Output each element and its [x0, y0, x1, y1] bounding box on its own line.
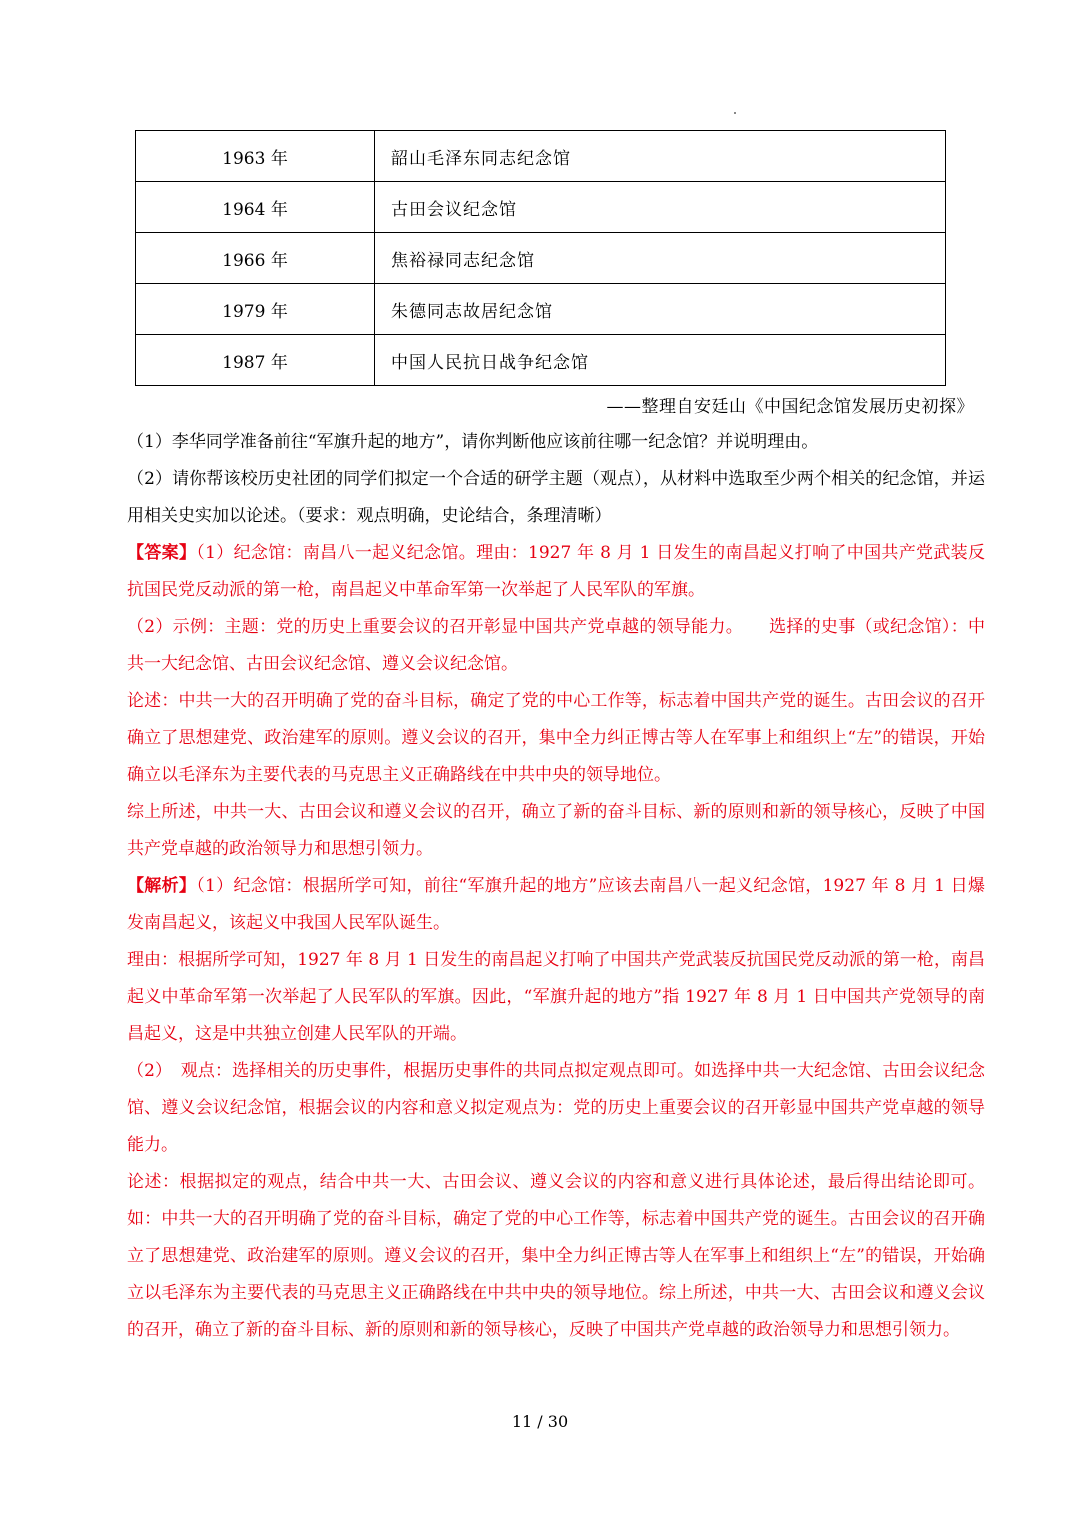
- memorial-table: [135, 130, 946, 386]
- year-cell: 1964 年: [136, 182, 375, 233]
- analysis-tag: 【解析】: [127, 876, 197, 896]
- question-1: （1）李华同学准备前往“军旗升起的地方”，请你判断他应该前往哪一纪念馆？并说明理由。: [127, 432, 819, 452]
- table-row: [136, 233, 946, 284]
- analysis-paragraph-4: 论述：根据拟定的观点，结合中共一大、古田会议、遵义会议的内容和意义进行具体论述，最后得出结论即可。如：中共一大的召开明确了党的奋斗目标，确定了党的中心工作等，标志着中国共产党的诞生。古田会议的召开确立了思想建党、政治建军的原则。遵义会议的召开，集中全力纠正博古等人在军事上和组织上“左”的错误，开始确立以毛泽东为主要代表的马克思主义正确路线在中共中央的领导地位。综上所述，中共一大、古田会议和遵义会议的召开，确立了新的奋斗目标、新的原则和新的领导核心，反映了中国共产党卓越的政治领导力和思想引领力。: [127, 1172, 985, 1340]
- year-cell: 1979 年: [136, 284, 375, 335]
- question-body: [127, 424, 985, 1349]
- answer-paragraph-2: （2）示例：主题：党的历史上重要会议的召开彰显中国共产党卓越的领导能力。 选择的史事（或纪念馆）：中共一大纪念馆、古田会议纪念馆、遵义会议纪念馆。: [127, 617, 985, 674]
- source-citation: ——整理自安廷山《中国纪念馆发展历史初探》: [606, 397, 974, 417]
- memorial-name-cell: 焦裕禄同志纪念馆: [375, 233, 946, 284]
- table-row: [136, 131, 946, 182]
- year-cell: 1966 年: [136, 233, 375, 284]
- scan-dot: [734, 112, 736, 114]
- analysis-paragraph-3: （2） 观点：选择相关的历史事件，根据历史事件的共同点拟定观点即可。如选择中共一大纪念馆、古田会议纪念馆、遵义会议纪念馆，根据会议的内容和意义拟定观点为：党的历史上重要会议的召开彰显中国共产党卓越的领导能力。: [127, 1061, 985, 1155]
- answer-text-1: （1）纪念馆：南昌八一起义纪念馆。理由：1927 年 8 月 1 日发生的南昌起义打响了中国共产党武装反抗国民党反动派的第一枪，南昌起义中革命军第一次举起了人民军队的军旗。: [127, 543, 986, 600]
- answer-tag: 【答案】: [127, 543, 197, 563]
- table-row: [136, 335, 946, 386]
- table-row: [136, 182, 946, 233]
- analysis-paragraph-2: 理由：根据所学可知，1927 年 8 月 1 日发生的南昌起义打响了中国共产党武装反抗国民党反动派的第一枪，南昌起义中革命军第一次举起了人民军队的军旗。因此，“军旗升起的地方”指 1927 年 8 月 1 日中国共产党领导的南昌起义，这是中共独立创建人民军队的开端。: [127, 950, 985, 1044]
- memorial-name-cell: 朱德同志故居纪念馆: [375, 284, 946, 335]
- memorial-name-cell: 中国人民抗日战争纪念馆: [375, 335, 946, 386]
- analysis-paragraph-1: [127, 868, 985, 942]
- year-cell: 1987 年: [136, 335, 375, 386]
- answer-paragraph-3: 论述：中共一大的召开明确了党的奋斗目标，确定了党的中心工作等，标志着中国共产党的诞生。古田会议的召开确立了思想建党、政治建军的原则。遵义会议的召开，集中全力纠正博古等人在军事上和组织上“左”的错误，开始确立以毛泽东为主要代表的马克思主义正确路线在中共中央的领导地位。: [127, 691, 985, 785]
- year-cell: 1963 年: [136, 131, 375, 182]
- answer-paragraph-1: [127, 535, 985, 609]
- memorial-name-cell: 韶山毛泽东同志纪念馆: [375, 131, 946, 182]
- memorial-name-cell: 古田会议纪念馆: [375, 182, 946, 233]
- question-2: （2）请你帮该校历史社团的同学们拟定一个合适的研学主题（观点），从材料中选取至少两个相关的纪念馆，并运用相关史实加以论述。（要求：观点明确，史论结合，条理清晰）: [127, 469, 985, 526]
- analysis-text-1: （1）纪念馆：根据所学可知，前往“军旗升起的地方”应该去南昌八一起义纪念馆，1927 年 8 月 1 日爆发南昌起义，该起义中我国人民军队诞生。: [127, 876, 985, 933]
- answer-paragraph-4: 综上所述，中共一大、古田会议和遵义会议的召开，确立了新的奋斗目标、新的原则和新的领导核心，反映了中国共产党卓越的政治领导力和思想引领力。: [127, 802, 985, 859]
- page-number: 11 / 30: [511, 1412, 569, 1431]
- table-row: [136, 284, 946, 335]
